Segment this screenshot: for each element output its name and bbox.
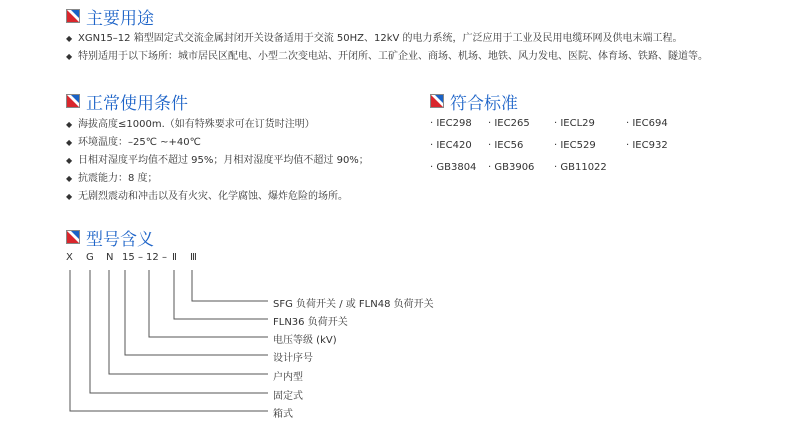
standard-item: · IEC694 — [626, 118, 668, 129]
diamond-bullet-icon: ◆ — [66, 156, 73, 165]
conditions-title: 正常使用条件 — [86, 93, 188, 114]
model-code-letter: Ⅱ — [172, 252, 177, 263]
standard-item: · IEC265 — [488, 118, 530, 129]
model-meaning-label: 电压等级 (kV) — [273, 335, 337, 346]
model-meaning-label: SFG 负荷开关 / 或 FLN48 负荷开关 — [273, 299, 434, 310]
model-code-letter: X — [66, 252, 73, 263]
model-meaning-label: 固定式 — [273, 391, 303, 402]
diamond-bullet-icon: ◆ — [66, 174, 73, 183]
model-meaning-label: 户内型 — [273, 372, 303, 383]
standards-title: 符合标准 — [450, 93, 518, 114]
list-item: ◆ 抗震能力：8 度； — [66, 170, 369, 188]
model-meaning-label: FLN36 负荷开关 — [273, 317, 348, 328]
model-code-letter: 12 — [146, 252, 159, 263]
model-code-letter: 15 — [122, 252, 135, 263]
diamond-bullet-icon: ◆ — [66, 120, 73, 129]
standard-item: · IECL29 — [554, 118, 595, 129]
model-title: 型号含义 — [86, 229, 154, 250]
list-item: ◆ 环境温度：–25℃ ~+40℃ — [66, 134, 369, 152]
model-meaning-label: 设计序号 — [273, 353, 313, 364]
model-meaning-label: 箱式 — [273, 409, 293, 420]
model-code-letter: Ⅲ — [190, 252, 197, 263]
standard-item: · GB11022 — [554, 162, 607, 173]
diamond-bullet-icon: ◆ — [66, 138, 73, 147]
standard-item: · IEC529 — [554, 140, 596, 151]
list-item: ◆ 日相对湿度平均值不超过 95%；月相对湿度平均值不超过 90%； — [66, 152, 369, 170]
diamond-bullet-icon: ◆ — [66, 192, 73, 201]
list-item: ◆ XGN15–12 箱型固定式交流金属封闭开关设备适用于交流 50HZ、12kV 的电力系统，广泛应用于工业及民用电缆环网及供电末端工程。 — [66, 30, 708, 48]
usage-title: 主要用途 — [86, 8, 154, 29]
model-code-letter: N — [106, 252, 114, 263]
list-item: ◆ 海拔高度≤1000m.（如有特殊要求可在订货时注明） — [66, 116, 369, 134]
standard-item: · IEC932 — [626, 140, 668, 151]
standard-item: · GB3804 — [430, 162, 477, 173]
standard-item: · IEC56 — [488, 140, 524, 151]
model-code-separator: – — [138, 252, 143, 263]
standard-item: · IEC298 — [430, 118, 472, 129]
list-item: ◆ 特别适用于以下场所：城市居民区配电、小型二次变电站、开闭所、工矿企业、商场、机场、地铁、风力发电、医院、体育场、铁路、隧道等。 — [66, 48, 708, 66]
model-code-letter: G — [86, 252, 94, 263]
diamond-bullet-icon: ◆ — [66, 52, 73, 61]
standard-item: · IEC420 — [430, 140, 472, 151]
diamond-bullet-icon: ◆ — [66, 34, 73, 43]
model-code-separator: – — [162, 252, 167, 263]
standard-item: · GB3906 — [488, 162, 535, 173]
list-item: ◆ 无剧烈震动和冲击以及有火灾、化学腐蚀、爆炸危险的场所。 — [66, 188, 369, 206]
